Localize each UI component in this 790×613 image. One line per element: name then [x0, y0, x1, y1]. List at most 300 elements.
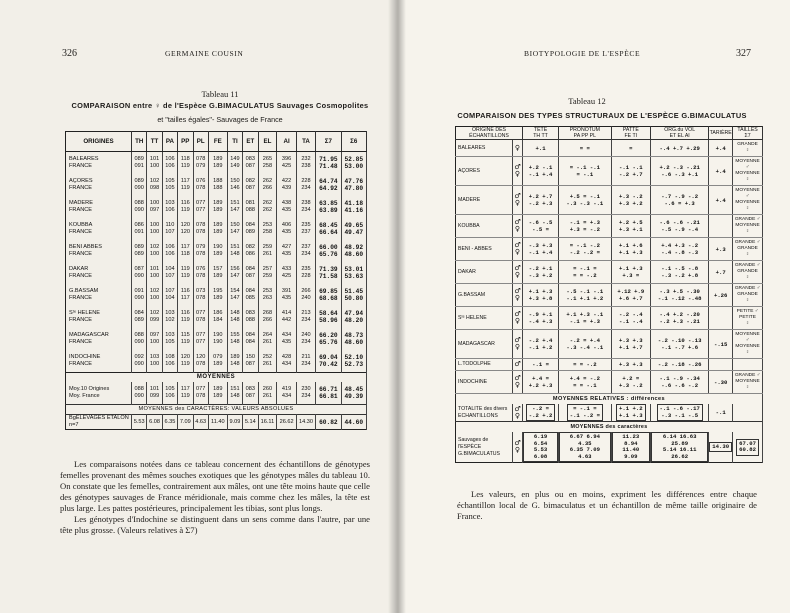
value-cell: -.2 -.18 -.26 — [651, 359, 709, 371]
value-cell: +.2 -.3 -.21 -.6 -.3 +.1 — [651, 157, 709, 186]
column-header: AI — [277, 132, 296, 152]
left-paragraph: Les comparaisons notées dans ce tableau concernent des échantillons de génotypes femelles provenant des mêmes souches exotiques que les génotypes mâles du tableau 10. On constate que les femelles, contrairement aux mâles, ont une tête moins haute que celle des génotypes sauvages de France méridionale, mais comme chez les mâles, la tête est plus large. Les pattes postérieures, principalement les tibias, sont plus longs. Les génotypes d'Indochine se distinguent dans un sens comme dans l'autre, par une tête plus grosse. (Valeurs relatives à Σ7) — [60, 459, 370, 535]
value-cell: +.1 +.3 -.1 -.1 = +.3 — [559, 307, 611, 330]
value-cell: 190 190 — [208, 328, 227, 350]
value-cell: -.2 +.1 -.3 +.2 — [523, 261, 559, 284]
value-cell: 6.35 — [162, 415, 177, 430]
value-cell: -.2 -.10 -.13 -.1 -.7 +.6 — [651, 330, 709, 359]
value-cell: +.7 — [709, 261, 733, 284]
value-cell — [709, 359, 733, 371]
value-cell: 414 442 — [277, 306, 296, 328]
value-cell: 262 266 — [258, 174, 277, 196]
table-row — [456, 359, 763, 371]
size-cell: GRANDE ♂ MOYENNE ♀ — [733, 215, 763, 238]
origin-cell: G.BASSAM FRANCE — [66, 284, 132, 306]
table-11 — [65, 131, 367, 430]
sigma6-cell: 47.94 48.20 — [341, 306, 366, 328]
size-cell: MOYENNE ♂ MOYENNE ♀ — [733, 330, 763, 359]
column-header: EL — [258, 132, 277, 152]
value-cell: +.4 — [709, 157, 733, 186]
value-cell: 189 189 — [208, 196, 227, 218]
value-cell: 67.07 60.82 — [733, 432, 763, 463]
value-cell: 117 119 — [178, 382, 193, 405]
value-cell: 213 234 — [296, 306, 315, 328]
value-cell: 084 089 — [243, 218, 258, 240]
sex-cell: ♂ ♀ — [513, 186, 523, 215]
origin-cell: MADERE FRANCE — [66, 196, 132, 218]
origin-cell: BENI ABBES FRANCE — [66, 240, 132, 262]
value-cell: 433 425 — [277, 262, 296, 284]
value-cell: 117 119 — [178, 174, 193, 196]
value-cell: 6.19 6.54 5.53 6.08 — [523, 432, 559, 463]
sex-cell: ♀ — [513, 140, 523, 157]
column-header: TH — [132, 132, 147, 152]
value-cell: 230 234 — [296, 382, 315, 405]
value-cell: 106 106 — [162, 152, 177, 175]
table-row — [66, 284, 367, 306]
column-header: ORG.du VOL ET EL AI — [651, 127, 709, 140]
value-cell: 077 077 — [193, 328, 208, 350]
sex-cell: ♂ ♀ — [513, 432, 523, 463]
value-cell: +.5 = -.1 -.3 -.3 -.1 — [559, 186, 611, 215]
value-cell: 6.67 6.94 4.35 6.35 7.09 4.63 — [559, 432, 611, 463]
origin-cell: BgELEVAGES ETALON n=7 — [66, 415, 132, 430]
value-cell: 097 100 — [147, 328, 162, 350]
value-cell: 6.08 — [147, 415, 162, 430]
sigma6-cell: 47.76 47.80 — [341, 174, 366, 196]
value-cell: 079 189 — [208, 350, 227, 373]
table-row — [66, 218, 367, 240]
value-cell: 084 084 — [243, 328, 258, 350]
value-cell: +.4 = -.2 = = -.1 — [559, 371, 611, 394]
sigma7-cell: 64.74 64.92 — [316, 174, 341, 196]
value-cell: 089 091 — [132, 152, 147, 175]
origin-cell: Sauvages de l'ESPÈCE G.BIMACULATUS — [456, 432, 513, 463]
value-cell: 102 100 — [147, 284, 162, 306]
sex-cell: ♂ — [513, 359, 523, 371]
value-cell: +.4 — [709, 140, 733, 157]
value-cell: -.15 — [709, 330, 733, 359]
table-label: Tableau 11 — [201, 89, 239, 99]
value-cell: 089 089 — [132, 240, 147, 262]
size-cell: GRANDE ♂ GRANDE ♀ — [733, 261, 763, 284]
value-cell: 253 258 — [258, 218, 277, 240]
value-cell: 186 184 — [208, 306, 227, 328]
table-12 — [455, 126, 763, 463]
value-cell: 083 088 — [243, 306, 258, 328]
table-row — [66, 196, 367, 218]
value-cell: -.6 -.6 -.21 -.5 -.9 -.4 — [651, 215, 709, 238]
value-cell: 149 149 — [227, 152, 242, 175]
table-row — [456, 238, 763, 261]
table-row — [66, 262, 367, 284]
value-cell: 120 078 — [193, 350, 208, 373]
value-cell: +.2 +.7 -.2 +.3 — [523, 186, 559, 215]
value-cell: = = — [559, 140, 611, 157]
value-cell: 083 087 — [243, 152, 258, 175]
sigma6-cell: 48.45 49.39 — [341, 382, 366, 405]
column-header: TAILLES Σ7 — [733, 127, 763, 140]
value-cell: 438 435 — [277, 196, 296, 218]
value-cell: 077 078 — [193, 382, 208, 405]
value-cell: +.1 +.6 +.1 +.3 — [611, 238, 650, 261]
value-cell: 240 234 — [296, 328, 315, 350]
value-cell: 077 077 — [193, 196, 208, 218]
value-cell: 087 090 — [132, 262, 147, 284]
value-cell: 264 261 — [258, 328, 277, 350]
origin-cell: L.TODOLPHE — [456, 359, 513, 371]
value-cell: +.2 -.1 -.1 +.4 — [523, 157, 559, 186]
origin-cell: AÇORES — [456, 157, 513, 186]
value-cell: -.1 = +.3 +.3 = -.2 — [559, 215, 611, 238]
value-cell: 116 119 — [178, 196, 193, 218]
value-cell: = — [611, 140, 650, 157]
value-cell: 092 090 — [132, 350, 147, 373]
value-cell: -.7 -.9 -.2 -.6 = +.3 — [651, 186, 709, 215]
table-row — [66, 382, 367, 405]
page-number: 326 — [62, 48, 77, 59]
value-cell: 101 099 — [147, 382, 162, 405]
value-cell: 155 148 — [227, 328, 242, 350]
value-cell: 103 106 — [162, 196, 177, 218]
table-row — [456, 371, 763, 394]
sex-cell: ♂ ♀ — [513, 307, 523, 330]
value-cell: 120 119 — [178, 350, 193, 373]
value-cell: 120 120 — [178, 218, 193, 240]
sigma6-cell: 52.10 52.73 — [341, 350, 366, 373]
value-cell: 081 088 — [243, 196, 258, 218]
value-cell: 238 234 — [296, 196, 315, 218]
value-cell: 232 238 — [296, 152, 315, 175]
origin-cell: BALEARES — [456, 140, 513, 157]
sigma6-cell: 48.73 48.60 — [341, 328, 366, 350]
value-cell: 235 228 — [296, 262, 315, 284]
value-cell: -.30 — [709, 371, 733, 394]
origin-cell: MADAGASCAR — [456, 330, 513, 359]
value-cell: 195 189 — [208, 284, 227, 306]
size-cell — [733, 359, 763, 371]
value-cell: 102 100 — [147, 240, 162, 262]
value-cell: -.3 +.3 -.1 +.4 — [523, 238, 559, 261]
sex-cell: ♂ ♀ — [514, 404, 521, 420]
sigma7-cell: 71.39 71.58 — [316, 262, 341, 284]
value-cell: 082 086 — [243, 240, 258, 262]
value-cell: = -.1 -.1 = -.1 — [559, 157, 611, 186]
sex-cell: ♂ ♀ — [513, 371, 523, 394]
value-cell: 086 091 — [132, 218, 147, 240]
sex-cell: ♂ ♀ — [513, 215, 523, 238]
value-cell: 077 078 — [193, 306, 208, 328]
running-head-right: BIOTYPOLOGIE DE L'ESPÈCE — [524, 49, 641, 58]
value-cell: 428 434 — [277, 350, 296, 373]
column-header: FE — [208, 132, 227, 152]
right-page — [397, 0, 790, 613]
value-cell: +.2 = +.3 -.2 — [611, 371, 650, 394]
value-cell: +.12 +.9 +.6 +.7 — [611, 284, 650, 307]
value-cell: 151 147 — [227, 196, 242, 218]
value-cell: 118 119 — [178, 152, 193, 175]
origin-cell: BALEARES FRANCE — [66, 152, 132, 175]
value-cell: 265 258 — [258, 152, 277, 175]
value-cell: 266 240 — [296, 284, 315, 306]
size-cell: GRANDE ♀ — [733, 140, 763, 157]
sigma7-cell: 63.85 63.89 — [316, 196, 341, 218]
value-cell: -.1 -.9 -.34 -.6 -.6 -.2 — [651, 371, 709, 394]
sex-cell: ♂ ♀ — [513, 284, 523, 307]
sigma7-cell: 68.45 66.64 — [316, 218, 341, 240]
value-cell: 268 266 — [258, 306, 277, 328]
origin-cell: BENI - ABBES — [456, 238, 513, 261]
right-paragraph: Les valeurs, en plus ou en moins, expriment les différences entre chaque échantillon local de G. bimaculatus et un échantillon de même taille originaire de France. — [457, 489, 757, 521]
value-cell: 116 117 — [178, 284, 193, 306]
value-cell: +.4 — [709, 186, 733, 215]
value-cell: 427 435 — [277, 240, 296, 262]
value-cell: -.1 -.5 -.8 -.3 -.2 +.8 — [651, 261, 709, 284]
value-cell: 076 078 — [193, 262, 208, 284]
value-cell: 188 188 — [208, 174, 227, 196]
table-label-right: Tableau 12 — [568, 96, 606, 106]
value-cell: 406 435 — [277, 218, 296, 240]
value-cell: 088 090 — [132, 382, 147, 405]
value-cell: 102 099 — [147, 306, 162, 328]
table-row — [456, 261, 763, 284]
origin-cell: G.BASSAM — [456, 284, 513, 307]
value-cell: -.9 +.1 -.4 +.3 — [523, 307, 559, 330]
sex-cell: ♂ ♀ — [513, 238, 523, 261]
table-subtitle: et "tailles égales"- Sauvages de France — [157, 115, 283, 124]
value-cell: 103 105 — [162, 328, 177, 350]
value-cell: 257 259 — [258, 262, 277, 284]
value-cell: +.3 — [709, 238, 733, 261]
value-cell: 082 087 — [243, 174, 258, 196]
value-cell: 084 089 — [132, 306, 147, 328]
section-header — [66, 373, 367, 383]
value-cell: 084 085 — [243, 284, 258, 306]
value-cell: = = -.2 — [559, 359, 611, 371]
value-cell: 078 078 — [193, 218, 208, 240]
value-cell: -.5 -.1 -.1 -.1 +.1 +.2 — [559, 284, 611, 307]
value-cell: +.4 +.3 -.2 -.4 -.8 -.3 — [651, 238, 709, 261]
size-cell — [733, 404, 763, 422]
value-cell: -.1 = — [523, 359, 559, 371]
value-cell: 189 148 — [227, 350, 242, 373]
value-cell: -.3 +.5 -.30 -.1 -.12 -.48 — [651, 284, 709, 307]
value-cell: 115 119 — [178, 328, 193, 350]
value-cell: 110 107 — [162, 218, 177, 240]
column-header: TÊTE TH TT — [523, 127, 559, 140]
value-cell: -.6 -.5 -.5 = — [523, 215, 559, 238]
value-cell: 089 090 — [132, 174, 147, 196]
value-cell: 422 439 — [277, 174, 296, 196]
origin-cell: DAKAR — [456, 261, 513, 284]
value-cell — [709, 307, 733, 330]
sigma6-cell: 44.60 — [341, 415, 366, 430]
value-cell: 4.63 — [193, 415, 208, 430]
sigma7-cell: 58.64 58.96 — [316, 306, 341, 328]
table-row — [66, 350, 367, 373]
table-row — [66, 240, 367, 262]
value-cell: -.4 +.7 +.29 — [651, 140, 709, 157]
value-cell: +.1 +.3 +.3 +.8 — [523, 284, 559, 307]
value-cell: 151 148 — [227, 240, 242, 262]
section-label: MOYENNES des CARACTÈRES: VALEURS ABSOLUES — [66, 405, 367, 415]
value-cell: 100 097 — [147, 196, 162, 218]
sigma7-cell: 66.00 65.76 — [316, 240, 341, 262]
sigma7-cell: 69.85 68.68 — [316, 284, 341, 306]
table-row — [456, 330, 763, 359]
value-cell: = -.1 -.2 -.2 -.2 = — [559, 238, 611, 261]
value-cell: 11.23 8.94 11.40 9.09 — [611, 432, 650, 463]
value-cell: -.2 = +.4 -.3 -.4 -.1 — [559, 330, 611, 359]
value-cell: = -.1 = -.1 -.2 = — [559, 404, 611, 422]
table-row — [66, 306, 367, 328]
value-cell: 078 079 — [193, 152, 208, 175]
size-cell: MOYENNE ♂ MOYENNE ♀ — [733, 186, 763, 215]
value-cell: 101 100 — [147, 152, 162, 175]
origin-cell: DAKAR FRANCE — [66, 262, 132, 284]
table-title-right: COMPARAISON DES TYPES STRUCTURAUX DE L'ESPÈCE G.BIMACULATUS — [457, 111, 747, 120]
value-cell: 083 087 — [243, 382, 258, 405]
column-header: TA — [296, 132, 315, 152]
value-cell: 108 106 — [162, 350, 177, 373]
sauvages-row — [456, 432, 763, 463]
origin-cell: MADAGASCAR FRANCE — [66, 328, 132, 350]
value-cell: 150 147 — [227, 218, 242, 240]
section-label: MOYENNES — [66, 373, 367, 383]
value-cell: 119 119 — [178, 262, 193, 284]
value-cell — [709, 215, 733, 238]
table-row — [456, 215, 763, 238]
value-cell: +.2 +.5 +.3 +.1 — [611, 215, 650, 238]
value-cell: -.2 +.4 -.1 +.2 — [523, 330, 559, 359]
value-cell: +.3 -.2 +.3 +.2 — [611, 186, 650, 215]
value-cell: 253 263 — [258, 284, 277, 306]
section-label: MOYENNES des caractères — [456, 422, 763, 433]
column-header: PA — [162, 132, 177, 152]
section-header — [66, 405, 367, 415]
value-cell: 073 078 — [193, 284, 208, 306]
sex-cell: ♂ ♀ — [513, 261, 523, 284]
origin-cell: INDOCHINE FRANCE — [66, 350, 132, 373]
value-cell: 6.14 16.63 25.89 5.14 16.11 26.62 — [651, 432, 709, 463]
value-cell: 105 105 — [162, 174, 177, 196]
value-cell: 150 087 — [243, 350, 258, 373]
section-header — [456, 394, 763, 405]
sigma7-cell: 71.95 71.48 — [316, 152, 341, 175]
value-cell: 235 237 — [296, 218, 315, 240]
value-cell: 103 100 — [147, 350, 162, 373]
value-cell: 5.14 — [243, 415, 258, 430]
value-cell: 157 189 — [208, 262, 227, 284]
value-cell: 237 234 — [296, 240, 315, 262]
value-cell: 084 087 — [243, 262, 258, 284]
value-cell: +.26 — [709, 284, 733, 307]
value-cell: 148 148 — [227, 306, 242, 328]
value-cell: +.1 +.2 +.1 +.3 — [611, 404, 650, 422]
value-cell: 14.30 — [709, 432, 733, 463]
value-cell: -.1 — [709, 404, 733, 422]
value-cell: +.3 +.3 +.1 +.7 — [611, 330, 650, 359]
table-row — [456, 284, 763, 307]
column-header: TT — [147, 132, 162, 152]
value-cell: 117 118 — [178, 240, 193, 262]
value-cell: 100 100 — [147, 218, 162, 240]
value-cell: 189 189 — [208, 382, 227, 405]
column-header: PL — [193, 132, 208, 152]
value-cell: 079 078 — [193, 240, 208, 262]
table-row — [66, 152, 367, 175]
value-cell: 259 261 — [258, 240, 277, 262]
value-cell: 419 434 — [277, 382, 296, 405]
section-header — [456, 422, 763, 433]
value-cell: +.3 +.3 — [611, 359, 650, 371]
origin-cell: MADERE — [456, 186, 513, 215]
size-cell: MOYENNE ♂ MOYENNE ♀ — [733, 157, 763, 186]
value-cell: 211 234 — [296, 350, 315, 373]
totalite-row — [456, 404, 763, 422]
origin-cell: TOTALITE des divers ECHANTILLONS — [456, 404, 513, 422]
sex-cell: ♂ ♀ — [513, 157, 523, 186]
value-cell: 16.11 — [258, 415, 277, 430]
sigma6-cell: 49.65 49.47 — [341, 218, 366, 240]
value-cell: 252 261 — [258, 350, 277, 373]
origin-cell: Moy.10 Origines Moy. France — [66, 382, 132, 405]
value-cell: 391 435 — [277, 284, 296, 306]
table-row — [456, 140, 763, 157]
origin-cell: Sᵗᵉ HELENE — [456, 307, 513, 330]
value-cell: 107 104 — [162, 284, 177, 306]
sigma6-cell: 52.85 53.00 — [341, 152, 366, 175]
origin-cell: AÇORES FRANCE — [66, 174, 132, 196]
value-cell: 11.40 — [208, 415, 227, 430]
value-cell: 154 147 — [227, 284, 242, 306]
value-cell: 262 262 — [258, 196, 277, 218]
value-cell: -.1 -.6 -.17 -.3 -.1 -.5 — [651, 404, 709, 422]
value-cell: 26.62 — [277, 415, 296, 430]
value-cell: -.4 +.2 -.20 -.2 +.3 -.21 — [651, 307, 709, 330]
origin-cell: KOUBBA FRANCE — [66, 218, 132, 240]
table-row — [456, 186, 763, 215]
sigma6-cell: 51.45 50.80 — [341, 284, 366, 306]
value-cell: 116 119 — [178, 306, 193, 328]
sigma7-cell: 69.04 70.42 — [316, 350, 341, 373]
column-header: ORIGINE DES ÉCHANTILLONS — [456, 127, 523, 140]
column-header: Σ7 — [316, 132, 341, 152]
column-header: TI — [227, 132, 242, 152]
value-cell: 189 189 — [208, 218, 227, 240]
sigma6-cell: 48.92 48.60 — [341, 240, 366, 262]
value-cell: 260 261 — [258, 382, 277, 405]
etalon-row — [66, 415, 367, 430]
value-cell: 091 090 — [132, 284, 147, 306]
column-header: PP — [178, 132, 193, 152]
sigma7-cell: 66.71 66.81 — [316, 382, 341, 405]
column-header: PRONOTUM PA PP PL — [559, 127, 611, 140]
sigma6-cell: 53.01 53.63 — [341, 262, 366, 284]
value-cell: +.4 = +.2 +.3 — [523, 371, 559, 394]
value-cell: 101 100 — [147, 262, 162, 284]
value-cell: 5.53 — [132, 415, 147, 430]
header-row — [456, 127, 763, 140]
value-cell: 104 107 — [162, 262, 177, 284]
value-cell: 105 106 — [162, 382, 177, 405]
running-head: GERMAINE COUSIN — [165, 49, 244, 58]
book-gutter — [388, 0, 406, 613]
value-cell: 088 090 — [132, 196, 147, 218]
column-header: Σ6 — [341, 132, 366, 152]
value-cell: 434 435 — [277, 328, 296, 350]
column-header: ORIGINES — [66, 132, 132, 152]
